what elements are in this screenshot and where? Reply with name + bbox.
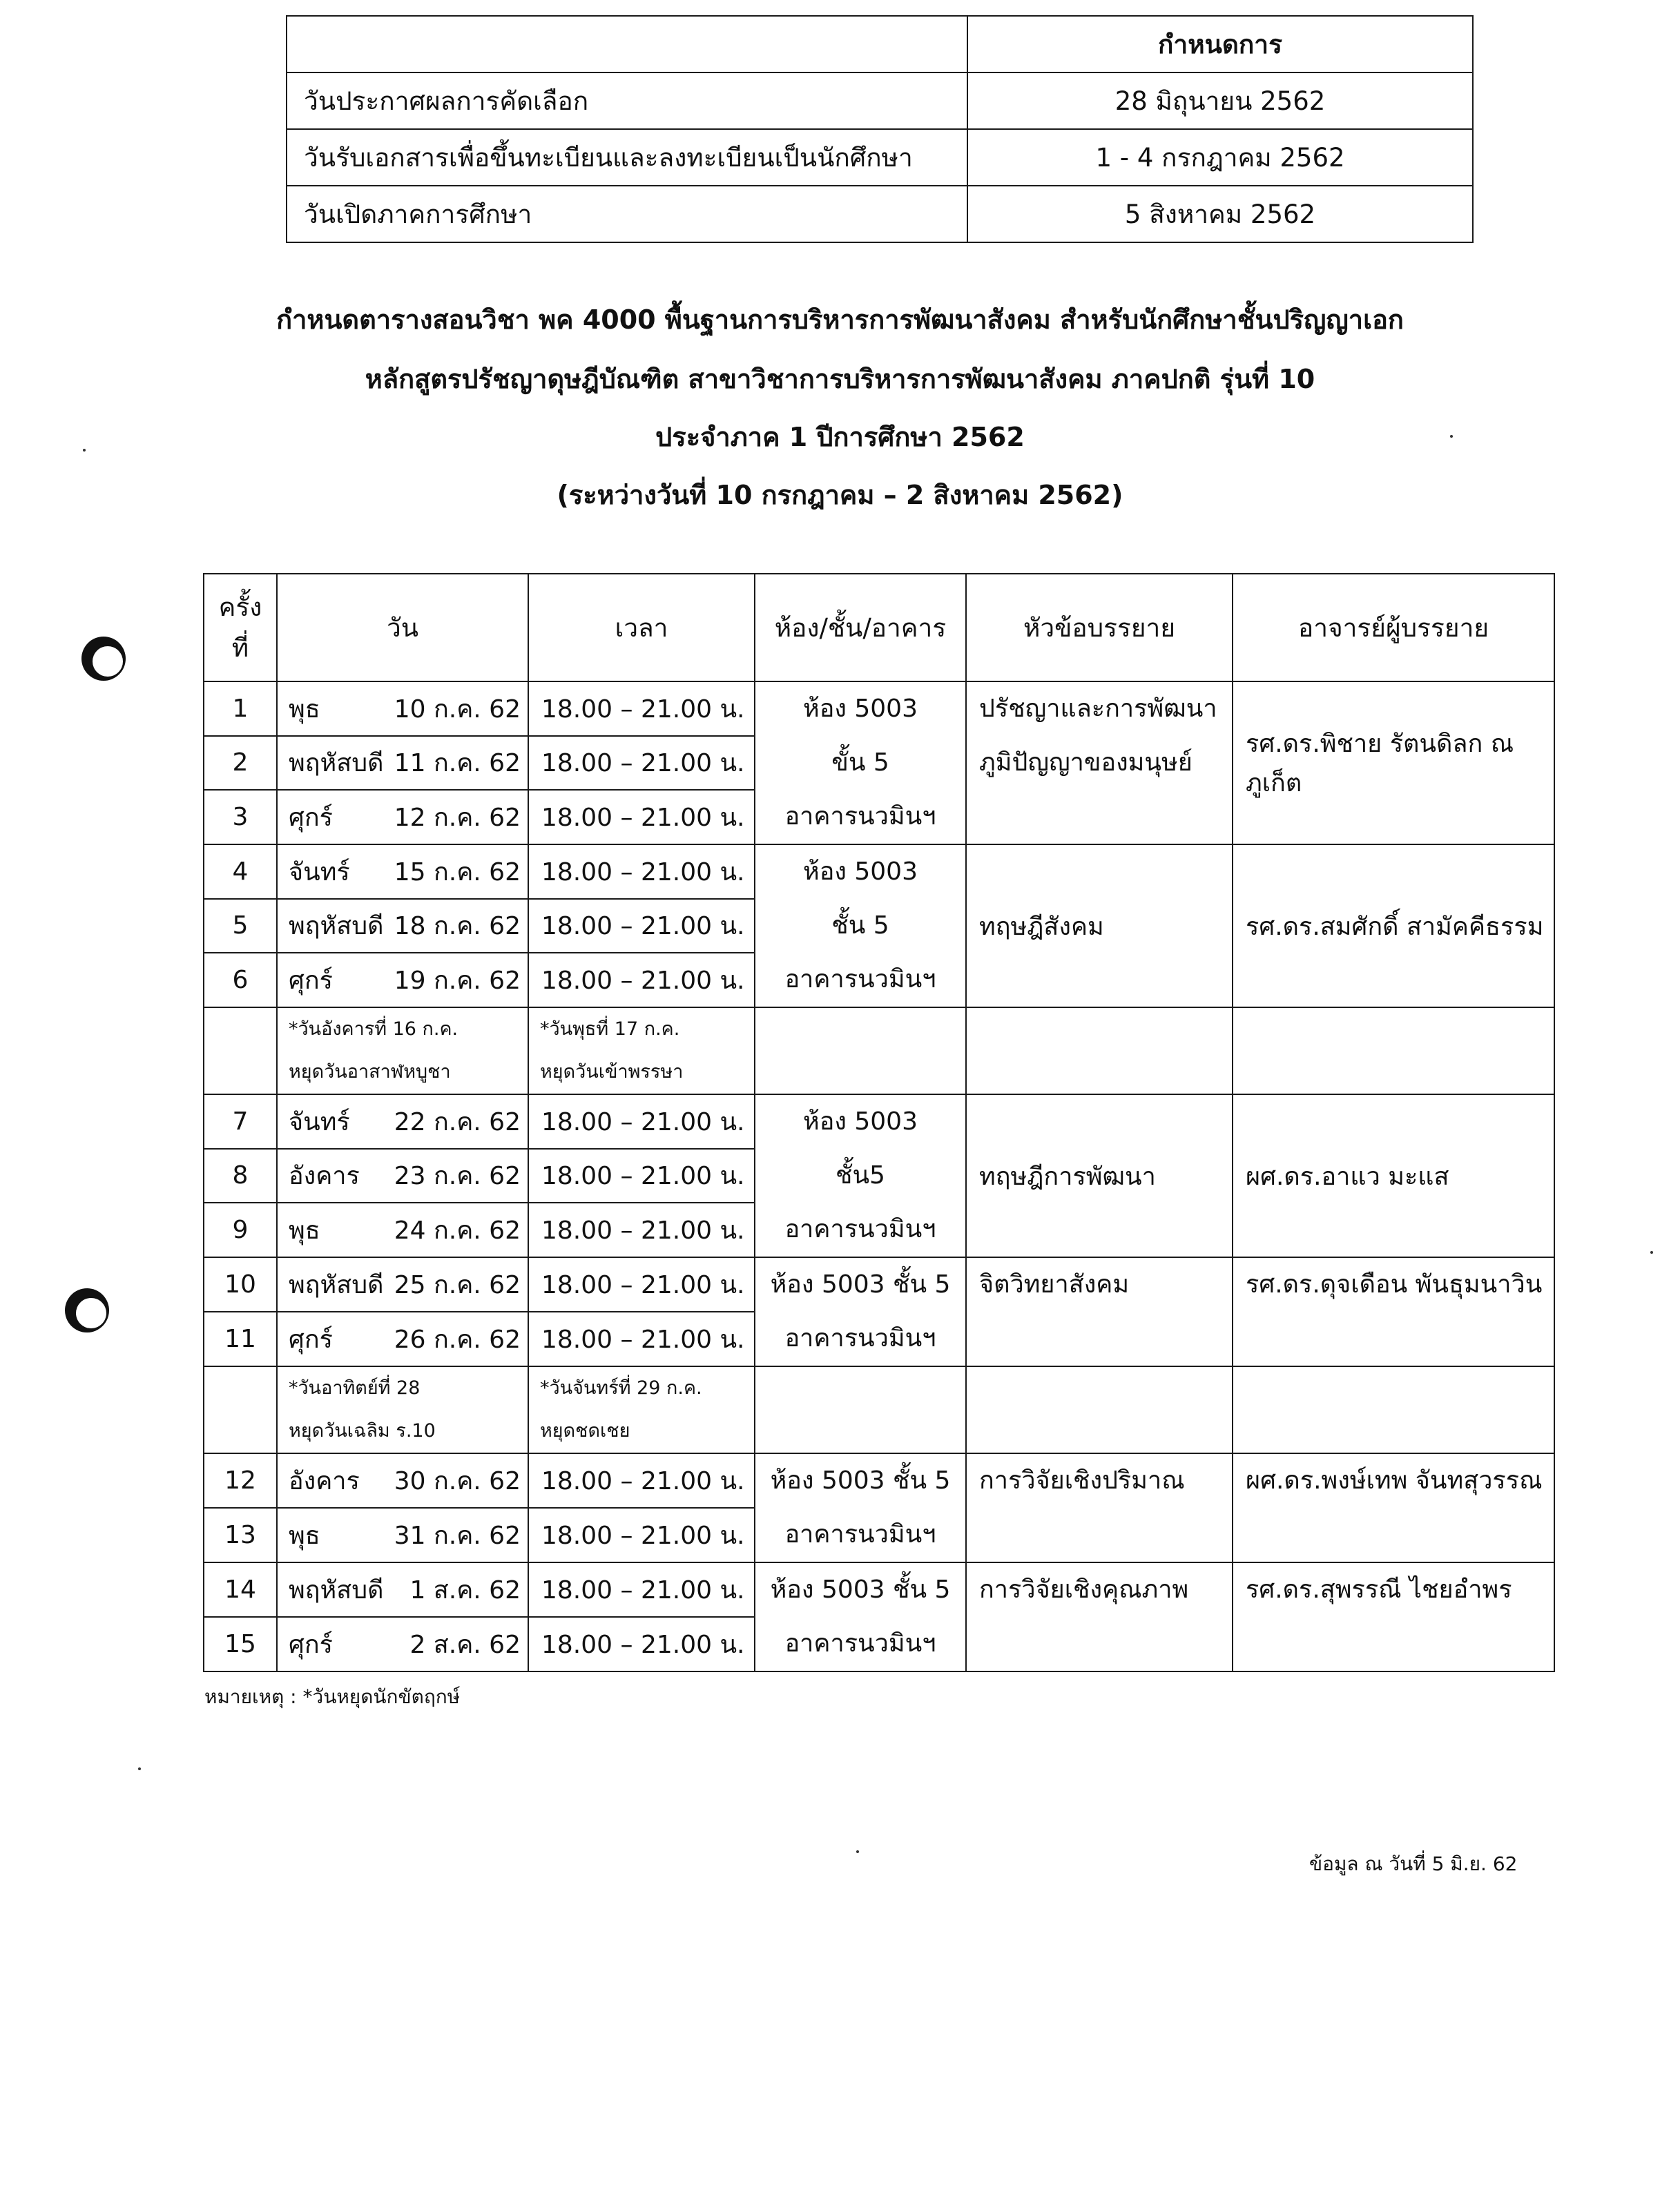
deadline-label: วันประกาศผลการคัดเลือก — [287, 72, 967, 129]
day-name: พฤหัสบดี — [289, 1576, 384, 1605]
room-cell — [755, 1562, 966, 1671]
room-line: ชั้น5 — [836, 1161, 885, 1190]
header-topic: หัวข้อบรรยาย — [966, 574, 1233, 681]
header-time: เวลา — [528, 574, 755, 681]
room-line: อาคารนวมินฯ — [784, 1629, 936, 1658]
deadline-label: วันรับเอกสารเพื่อขึ้นทะเบียนและลงทะเบียนเป็นนักศึกษา — [287, 129, 967, 186]
header-session-no-line2: ที่ — [231, 633, 249, 663]
holiday-note-time — [528, 1366, 755, 1453]
deadlines-header-row — [287, 16, 1473, 72]
title-line-4: (ระหว่างวันที่ 10 กรกฎาคม – 2 สิงหาคม 2562) — [557, 480, 1123, 510]
session-day — [277, 1094, 528, 1149]
punch-hole-bottom — [65, 1288, 109, 1332]
day-date: 25 ก.ค. 62 — [394, 1271, 521, 1299]
holiday-note-line: *วันอังคารที่ 16 ก.ค. — [289, 1018, 458, 1040]
schedule-table — [203, 573, 1555, 1672]
header-lecturer: อาจารย์ผู้บรรยาย — [1233, 574, 1554, 681]
header-day: วัน — [277, 574, 528, 681]
session-day — [277, 1203, 528, 1257]
session-day — [277, 1508, 528, 1562]
holiday-note-line: หยุดชดเชย — [540, 1420, 630, 1442]
deadline-date: 28 มิถุนายน 2562 — [967, 72, 1473, 129]
session-time: 18.00 – 21.00 น. — [528, 953, 755, 1007]
room-line: อาคารนวมินฯ — [784, 965, 936, 993]
session-no: 15 — [204, 1617, 277, 1671]
session-time: 18.00 – 21.00 น. — [528, 1312, 755, 1366]
topic-cell: ทฤษฎีสังคม — [966, 844, 1233, 1007]
session-day — [277, 1149, 528, 1203]
session-no: 8 — [204, 1149, 277, 1203]
day-date: 1 ส.ค. 62 — [409, 1576, 521, 1605]
room-line: อาคารนวมินฯ — [784, 1324, 936, 1353]
session-no: 13 — [204, 1508, 277, 1562]
lecturer-cell: รศ.ดร.พิชาย รัตนดิลก ณ ภูเก็ต — [1233, 681, 1554, 844]
title-line-2: หลักสูตรปรัชญาดุษฎีบัณฑิต สาขาวิชาการบริหารการพัฒนาสังคม ภาคปกติ รุ่นที่ 10 — [365, 364, 1315, 394]
header-room: ห้อง/ชั้น/อาคาร — [755, 574, 966, 681]
room-line: ห้อง 5003 ชั้น 5 — [770, 1270, 951, 1299]
session-time: 18.00 – 21.00 น. — [528, 1149, 755, 1203]
room-cell — [755, 844, 966, 1007]
day-name: ศุกร์ — [289, 1326, 333, 1354]
day-name: พฤหัสบดี — [289, 749, 384, 778]
session-day — [277, 736, 528, 791]
room-line: ห้อง 5003 ชั้น 5 — [770, 1466, 951, 1495]
session-no: 12 — [204, 1453, 277, 1508]
session-no: 11 — [204, 1312, 277, 1366]
session-time: 18.00 – 21.00 น. — [528, 899, 755, 953]
holiday-note-empty — [966, 1366, 1233, 1453]
room-line: อาคารนวมินฯ — [784, 1520, 936, 1549]
schedule-header-row — [204, 574, 1554, 681]
day-date: 19 ก.ค. 62 — [394, 967, 521, 996]
room-cell — [755, 1257, 966, 1366]
session-day — [277, 953, 528, 1007]
scan-speck — [1650, 1251, 1653, 1254]
session-day — [277, 1312, 528, 1366]
session-time: 18.00 – 21.00 น. — [528, 681, 755, 736]
holiday-note-row — [204, 1366, 1554, 1453]
holiday-note-empty — [755, 1366, 966, 1453]
session-no: 3 — [204, 790, 277, 844]
day-date: 11 ก.ค. 62 — [394, 749, 521, 778]
session-no: 5 — [204, 899, 277, 953]
day-date: 15 ก.ค. 62 — [394, 857, 521, 886]
holiday-note-day — [277, 1007, 528, 1094]
lecturer-cell: รศ.ดร.สมศักดิ์ สามัคคีธรรม — [1233, 844, 1554, 1007]
deadline-row — [287, 72, 1473, 129]
day-name: อังคาร — [289, 1467, 360, 1495]
day-date: 26 ก.ค. 62 — [394, 1326, 521, 1354]
deadlines-header: กำหนดการ — [967, 16, 1473, 72]
header-session-no — [204, 574, 277, 681]
session-time: 18.00 – 21.00 น. — [528, 1508, 755, 1562]
day-name: จันทร์ — [289, 857, 350, 886]
session-no: 7 — [204, 1094, 277, 1149]
topic-cell: การวิจัยเชิงคุณภาพ — [966, 1562, 1233, 1671]
day-name: พุธ — [289, 695, 320, 724]
deadlines-table — [286, 15, 1474, 243]
day-date: 18 ก.ค. 62 — [394, 912, 521, 941]
deadline-date: 5 สิงหาคม 2562 — [967, 186, 1473, 242]
topic-cell: ทฤษฎีการพัฒนา — [966, 1094, 1233, 1257]
session-time: 18.00 – 21.00 น. — [528, 1203, 755, 1257]
session-no: 9 — [204, 1203, 277, 1257]
data-as-of: ข้อมูล ณ วันที่ 5 มิ.ย. 62 — [1309, 1852, 1518, 1875]
session-time: 18.00 – 21.00 น. — [528, 1094, 755, 1149]
day-name: พฤหัสบดี — [289, 912, 384, 941]
session-day — [277, 844, 528, 899]
header-session-no-line1: ครั้ง — [218, 592, 262, 622]
holiday-note-empty — [755, 1007, 966, 1094]
day-date: 12 ก.ค. 62 — [394, 804, 521, 833]
deadlines-header-empty — [287, 16, 967, 72]
day-date: 31 ก.ค. 62 — [394, 1522, 521, 1550]
deadline-row — [287, 129, 1473, 186]
holiday-note-empty — [1233, 1366, 1554, 1453]
lecturer-cell: ผศ.ดร.อาแว มะแส — [1233, 1094, 1554, 1257]
topic-line: ภูมิปัญญาของมนุษย์ — [979, 748, 1193, 777]
session-day — [277, 790, 528, 844]
title-line-3: ประจำภาค 1 ปีการศึกษา 2562 — [655, 422, 1025, 452]
session-time: 18.00 – 21.00 น. — [528, 1562, 755, 1617]
day-date: 24 ก.ค. 62 — [394, 1217, 521, 1245]
day-name: พฤหัสบดี — [289, 1271, 384, 1299]
room-line: ขั้น 5 — [831, 748, 889, 777]
session-no: 14 — [204, 1562, 277, 1617]
topic-cell — [966, 681, 1233, 844]
table-row — [204, 844, 1554, 899]
day-date: 2 ส.ค. 62 — [409, 1631, 521, 1659]
holiday-note-empty — [966, 1007, 1233, 1094]
holiday-note-line: หยุดวันเฉลิม ร.10 — [289, 1420, 436, 1442]
room-line: ห้อง 5003 — [803, 695, 918, 723]
lecturer-cell: รศ.ดร.สุพรรณี ไชยอำพร — [1233, 1562, 1554, 1671]
session-time: 18.00 – 21.00 น. — [528, 1617, 755, 1671]
footnote: หมายเหตุ : *วันหยุดนักขัตฤกษ์ — [204, 1685, 461, 1708]
scan-speck — [856, 1850, 859, 1853]
deadline-row — [287, 186, 1473, 242]
day-name: จันทร์ — [289, 1107, 350, 1136]
table-row — [204, 1094, 1554, 1149]
session-day — [277, 899, 528, 953]
table-row — [204, 1453, 1554, 1508]
day-name: ศุกร์ — [289, 1631, 333, 1659]
topic-cell: จิตวิทยาสังคม — [966, 1257, 1233, 1366]
room-line: ห้อง 5003 — [803, 1107, 918, 1136]
topic-cell: การวิจัยเชิงปริมาณ — [966, 1453, 1233, 1562]
holiday-note-day — [277, 1366, 528, 1453]
deadline-date: 1 - 4 กรกฎาคม 2562 — [967, 129, 1473, 186]
room-line: ชั้น 5 — [831, 911, 889, 940]
holiday-note-empty — [1233, 1007, 1554, 1094]
lecturer-cell: รศ.ดร.ดุจเดือน พันธุมนาวิน — [1233, 1257, 1554, 1366]
session-day — [277, 1562, 528, 1617]
table-row — [204, 681, 1554, 736]
topic-line: ปรัชญาและการพัฒนา — [979, 695, 1217, 723]
day-date: 30 ก.ค. 62 — [394, 1467, 521, 1495]
session-time: 18.00 – 21.00 น. — [528, 1453, 755, 1508]
title-line-1: กำหนดตารางสอนวิชา พค 4000 พื้นฐานการบริหารการพัฒนาสังคม สำหรับนักศึกษาชั้นปริญญาเอก — [276, 304, 1404, 335]
holiday-note-time — [528, 1007, 755, 1094]
session-time: 18.00 – 21.00 น. — [528, 1257, 755, 1312]
session-no: 2 — [204, 736, 277, 791]
room-cell — [755, 1094, 966, 1257]
session-no: 6 — [204, 953, 277, 1007]
session-time: 18.00 – 21.00 น. — [528, 844, 755, 899]
holiday-note-empty — [204, 1366, 277, 1453]
scan-speck — [138, 1767, 141, 1770]
room-line: ห้อง 5003 ชั้น 5 — [770, 1576, 951, 1604]
session-no: 1 — [204, 681, 277, 736]
session-time: 18.00 – 21.00 น. — [528, 790, 755, 844]
day-date: 10 ก.ค. 62 — [394, 695, 521, 724]
holiday-note-line: *วันพุธที่ 17 ก.ค. — [540, 1018, 680, 1040]
holiday-note-line: *วันอาทิตย์ที่ 28 — [289, 1377, 421, 1399]
lecturer-cell: ผศ.ดร.พงษ์เทพ จันทสุวรรณ — [1233, 1453, 1554, 1562]
room-line: อาคารนวมินฯ — [784, 802, 936, 831]
session-day — [277, 1257, 528, 1312]
day-date: 23 ก.ค. 62 — [394, 1162, 521, 1191]
holiday-note-empty — [204, 1007, 277, 1094]
room-cell — [755, 1453, 966, 1562]
session-no: 4 — [204, 844, 277, 899]
holiday-note-line: หยุดวันอาสาฬหบูชา — [289, 1061, 451, 1083]
table-row — [204, 1562, 1554, 1617]
day-name: อังคาร — [289, 1162, 360, 1191]
day-name: พุธ — [289, 1217, 320, 1245]
day-name: พุธ — [289, 1522, 320, 1550]
room-line: อาคารนวมินฯ — [784, 1215, 936, 1243]
day-name: ศุกร์ — [289, 967, 333, 996]
holiday-note-row — [204, 1007, 1554, 1094]
room-cell — [755, 681, 966, 844]
day-name: ศุกร์ — [289, 804, 333, 833]
session-day — [277, 681, 528, 736]
session-no: 10 — [204, 1257, 277, 1312]
day-date: 22 ก.ค. 62 — [394, 1107, 521, 1136]
session-day — [277, 1453, 528, 1508]
session-time: 18.00 – 21.00 น. — [528, 736, 755, 791]
room-line: ห้อง 5003 — [803, 857, 918, 886]
table-row — [204, 1257, 1554, 1312]
holiday-note-line: *วันจันทร์ที่ 29 ก.ค. — [540, 1377, 702, 1399]
punch-hole-top — [81, 637, 126, 681]
deadline-label: วันเปิดภาคการศึกษา — [287, 186, 967, 242]
session-day — [277, 1617, 528, 1671]
holiday-note-line: หยุดวันเข้าพรรษา — [540, 1061, 684, 1083]
